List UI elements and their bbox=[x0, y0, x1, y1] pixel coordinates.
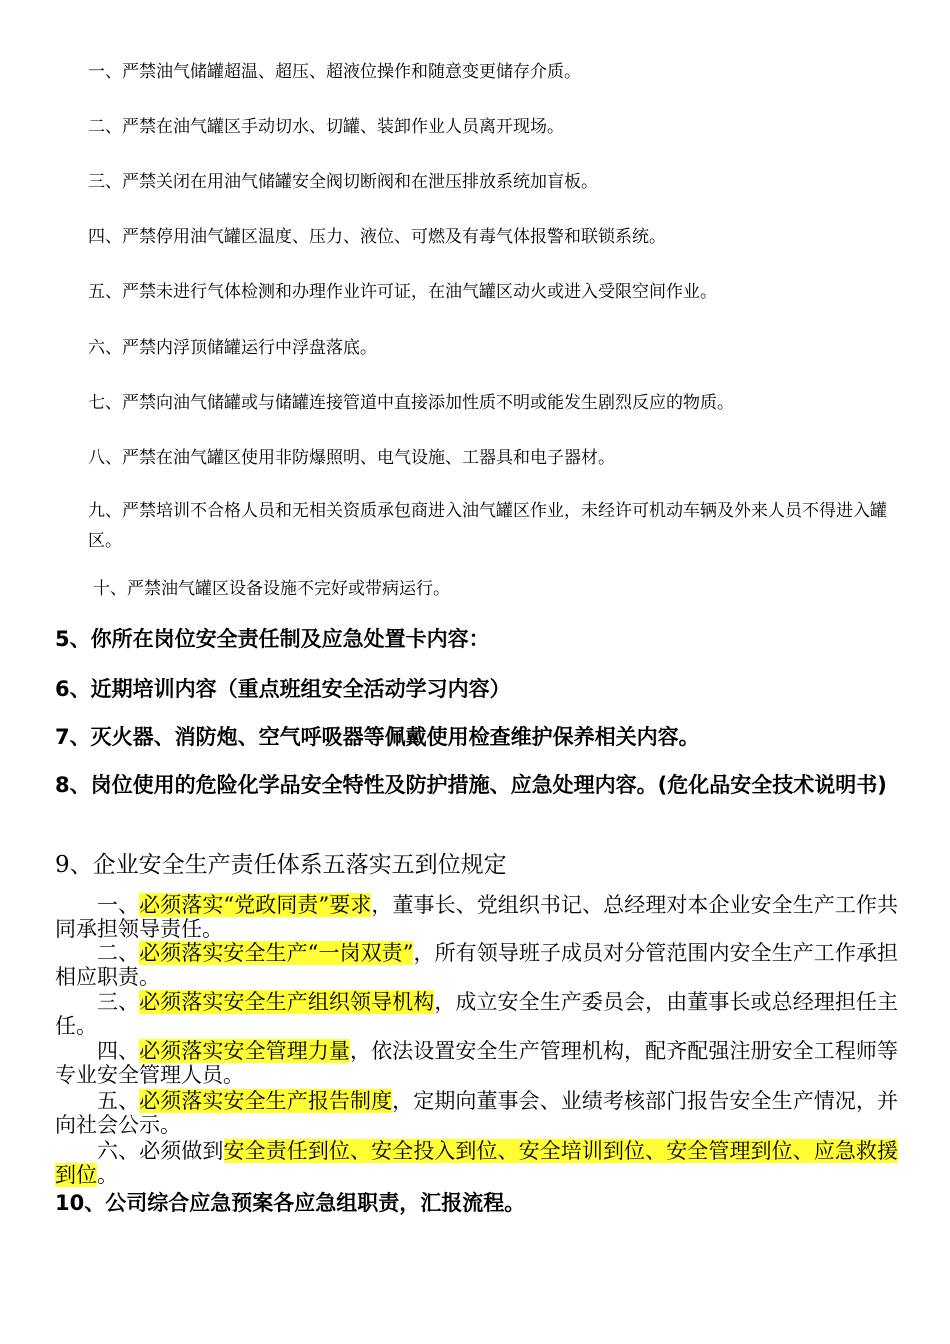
duty-item-6 bbox=[55, 1139, 898, 1187]
rule-9: 九、严禁培训不合格人员和无相关资质承包商进入油气罐区作业，未经许可机动车辆及外来人员不得进入罐区。 bbox=[88, 501, 887, 551]
rule-10: 十、严禁油气罐区设备设施不完好或带病运行。 bbox=[93, 579, 450, 599]
duty-item-1 bbox=[55, 893, 898, 941]
duty-item-prefix: 二、 bbox=[97, 941, 140, 965]
rule-3: 三、严禁关闭在用油气储罐安全阀切断阀和在泄压排放系统加盲板。 bbox=[88, 172, 598, 192]
heading-7: 7、灭火器、消防炮、空气呼吸器等佩戴使用检查维护保养相关内容。 bbox=[55, 725, 700, 749]
duty-item-text: ，成立安全生产委员会，由董事长或总经理担任主任。 bbox=[55, 990, 899, 1038]
heading-8: 8、岗位使用的危险化学品安全特性及防护措施、应急处理内容。(危化品安全技术说明书) bbox=[55, 773, 887, 797]
heading-10: 10、公司综合应急预案各应急组职责，汇报流程。 bbox=[55, 1191, 526, 1215]
rule-8: 八、严禁在油气罐区使用非防爆照明、电气设施、工器具和电子器材。 bbox=[88, 448, 615, 468]
rule-7: 七、严禁向油气储罐或与储罐连接管道中直接添加性质不明或能发生剧烈反应的物质。 bbox=[88, 393, 734, 413]
duty-item-prefix: 五、 bbox=[97, 1089, 140, 1113]
duty-item-text: ，定期向董事会、业绩考核部门报告安全生产情况，并向社会公示。 bbox=[55, 1089, 899, 1137]
duty-item-text: ，董事长、党组织书记、总经理对本企业安全生产工作共同承担领导责任。 bbox=[55, 893, 898, 941]
duty-item-text: 。 bbox=[97, 1163, 118, 1187]
rule-2: 二、严禁在油气罐区手动切水、切罐、装卸作业人员离开现场。 bbox=[88, 117, 564, 137]
rule-1: 一、严禁油气储罐超温、超压、超液位操作和随意变更储存介质。 bbox=[88, 62, 581, 82]
duty-item-highlight: 安全责任到位、安全投入到位、安全培训到位、安全管理到位、应急救援到位 bbox=[55, 1139, 899, 1187]
duty-item-highlight: 必须落实安全生产“一岗双责” bbox=[139, 941, 414, 965]
duty-item-3 bbox=[55, 990, 898, 1038]
heading-9: 9、企业安全生产责任体系五落实五到位规定 bbox=[55, 852, 507, 878]
rule-6: 六、严禁内浮顶储罐运行中浮盘落底。 bbox=[88, 338, 377, 358]
duty-item-highlight: 必须落实安全生产组织领导机构 bbox=[139, 990, 435, 1014]
duty-item-2 bbox=[55, 941, 898, 989]
duty-item-text: ，所有领导班子成员对分管范围内安全生产工作承担相应职责。 bbox=[55, 941, 899, 989]
duty-item-5 bbox=[55, 1089, 898, 1137]
duty-item-highlight: 必须落实“党政同责”要求 bbox=[139, 893, 372, 917]
duty-item-prefix: 四、 bbox=[97, 1039, 140, 1063]
heading-5: 5、你所在岗位安全责任制及应急处置卡内容： bbox=[55, 627, 490, 651]
heading-6: 6、近期培训内容（重点班组安全活动学习内容） bbox=[55, 677, 511, 701]
duty-item-highlight: 必须落实安全管理力量 bbox=[139, 1039, 350, 1063]
rule-5: 五、严禁未进行气体检测和办理作业许可证，在油气罐区动火或进入受限空间作业。 bbox=[88, 282, 717, 302]
duty-item-prefix: 六、必须做到 bbox=[97, 1139, 224, 1163]
rule-4: 四、严禁停用油气罐区温度、压力、液位、可燃及有毒气体报警和联锁系统。 bbox=[88, 227, 666, 247]
duty-item-text: ，依法设置安全生产管理机构，配齐配强注册安全工程师等专业安全管理人员。 bbox=[55, 1039, 899, 1087]
duty-item-prefix: 三、 bbox=[97, 990, 140, 1014]
duty-item-prefix: 一、 bbox=[97, 893, 140, 917]
duty-item-highlight: 必须落实安全生产报告制度 bbox=[139, 1089, 393, 1113]
duty-item-4 bbox=[55, 1039, 898, 1087]
